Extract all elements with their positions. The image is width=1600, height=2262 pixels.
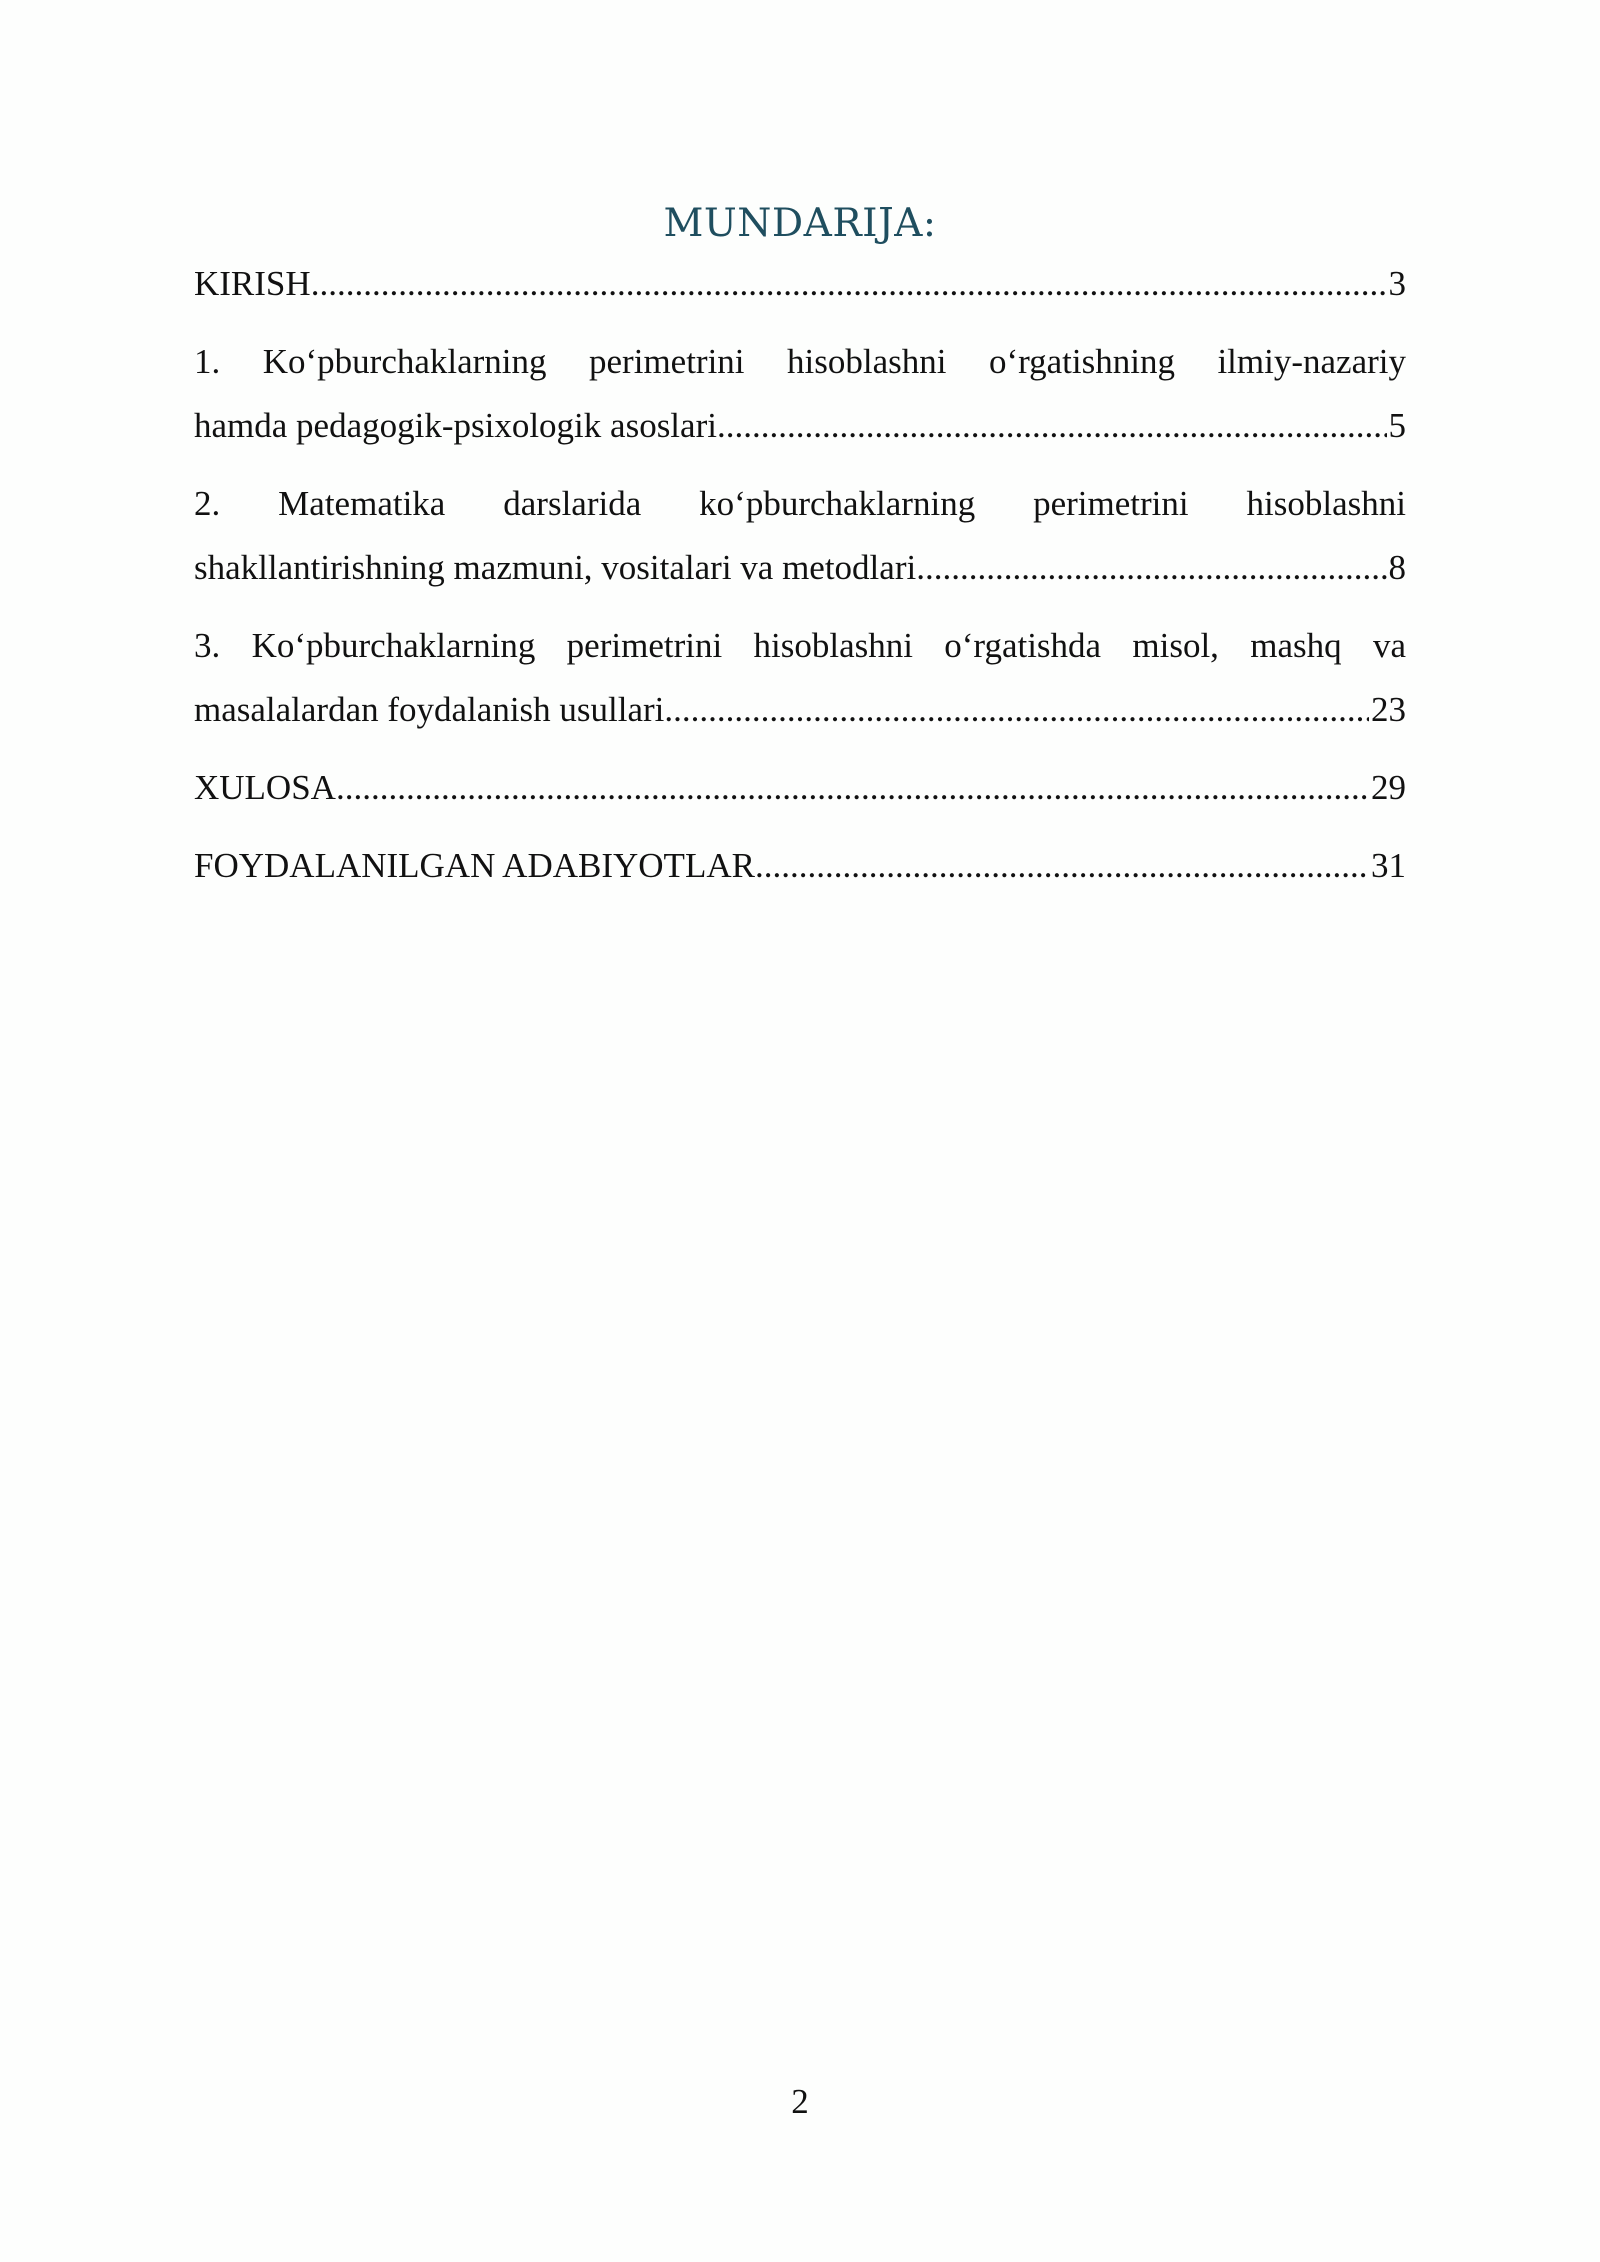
toc-entry-line (194, 756, 1406, 820)
dot-leader (755, 834, 1369, 898)
toc-entry-title: FOYDALANILGAN ADABIYOTLAR (194, 846, 755, 885)
dot-leader (916, 536, 1386, 600)
dot-leader (311, 252, 1387, 316)
dot-leader (717, 394, 1387, 458)
toc-entry-title-line: 2. Matematika darslarida ko‘pburchaklarning perimetrini hisoblashni (194, 484, 1406, 523)
toc-entry-xulosa[interactable] (194, 756, 1406, 820)
toc-entry-chapter-1[interactable] (194, 330, 1406, 458)
page-number-footer: 2 (791, 2082, 809, 2121)
toc-page-number: 29 (1371, 768, 1406, 807)
toc-entry-line (194, 252, 1406, 316)
toc-page-number: 31 (1371, 846, 1406, 885)
toc-entry-kirish[interactable] (194, 252, 1406, 316)
dot-leader (664, 678, 1369, 742)
toc-page-number: 23 (1371, 690, 1406, 729)
toc-entry-title-line: 1. Ko‘pburchaklarning perimetrini hisoblashni o‘rgatishning ilmiy-nazariy (194, 342, 1406, 381)
toc-page-number: 5 (1388, 406, 1406, 445)
toc-entry-bibliography[interactable] (194, 834, 1406, 898)
page-title: MUNDARIJA: (663, 201, 937, 246)
toc-entry-line (194, 536, 1406, 600)
toc-entry-title-line: 3. Ko‘pburchaklarning perimetrini hisoblashni o‘rgatishda misol, mashq va (194, 626, 1406, 665)
toc-entry-line (194, 678, 1406, 742)
toc-entry-title: KIRISH (194, 264, 311, 303)
toc-entry-title: XULOSA (194, 768, 336, 807)
toc-entry-chapter-3[interactable] (194, 614, 1406, 742)
dot-leader (336, 756, 1369, 820)
toc-entry-title: masalalardan foydalanish usullari (194, 690, 665, 729)
toc-entry-line (194, 834, 1406, 898)
table-of-contents (194, 252, 1406, 898)
toc-entry-title: hamda pedagogik-psixologik asoslari (194, 406, 717, 445)
toc-entry-chapter-2[interactable] (194, 472, 1406, 600)
toc-page-number: 8 (1388, 548, 1406, 587)
toc-entry-line (194, 394, 1406, 458)
toc-page-number: 3 (1388, 264, 1406, 303)
toc-entry-title: shakllantirishning mazmuni, vositalari va metodlari (194, 548, 917, 587)
